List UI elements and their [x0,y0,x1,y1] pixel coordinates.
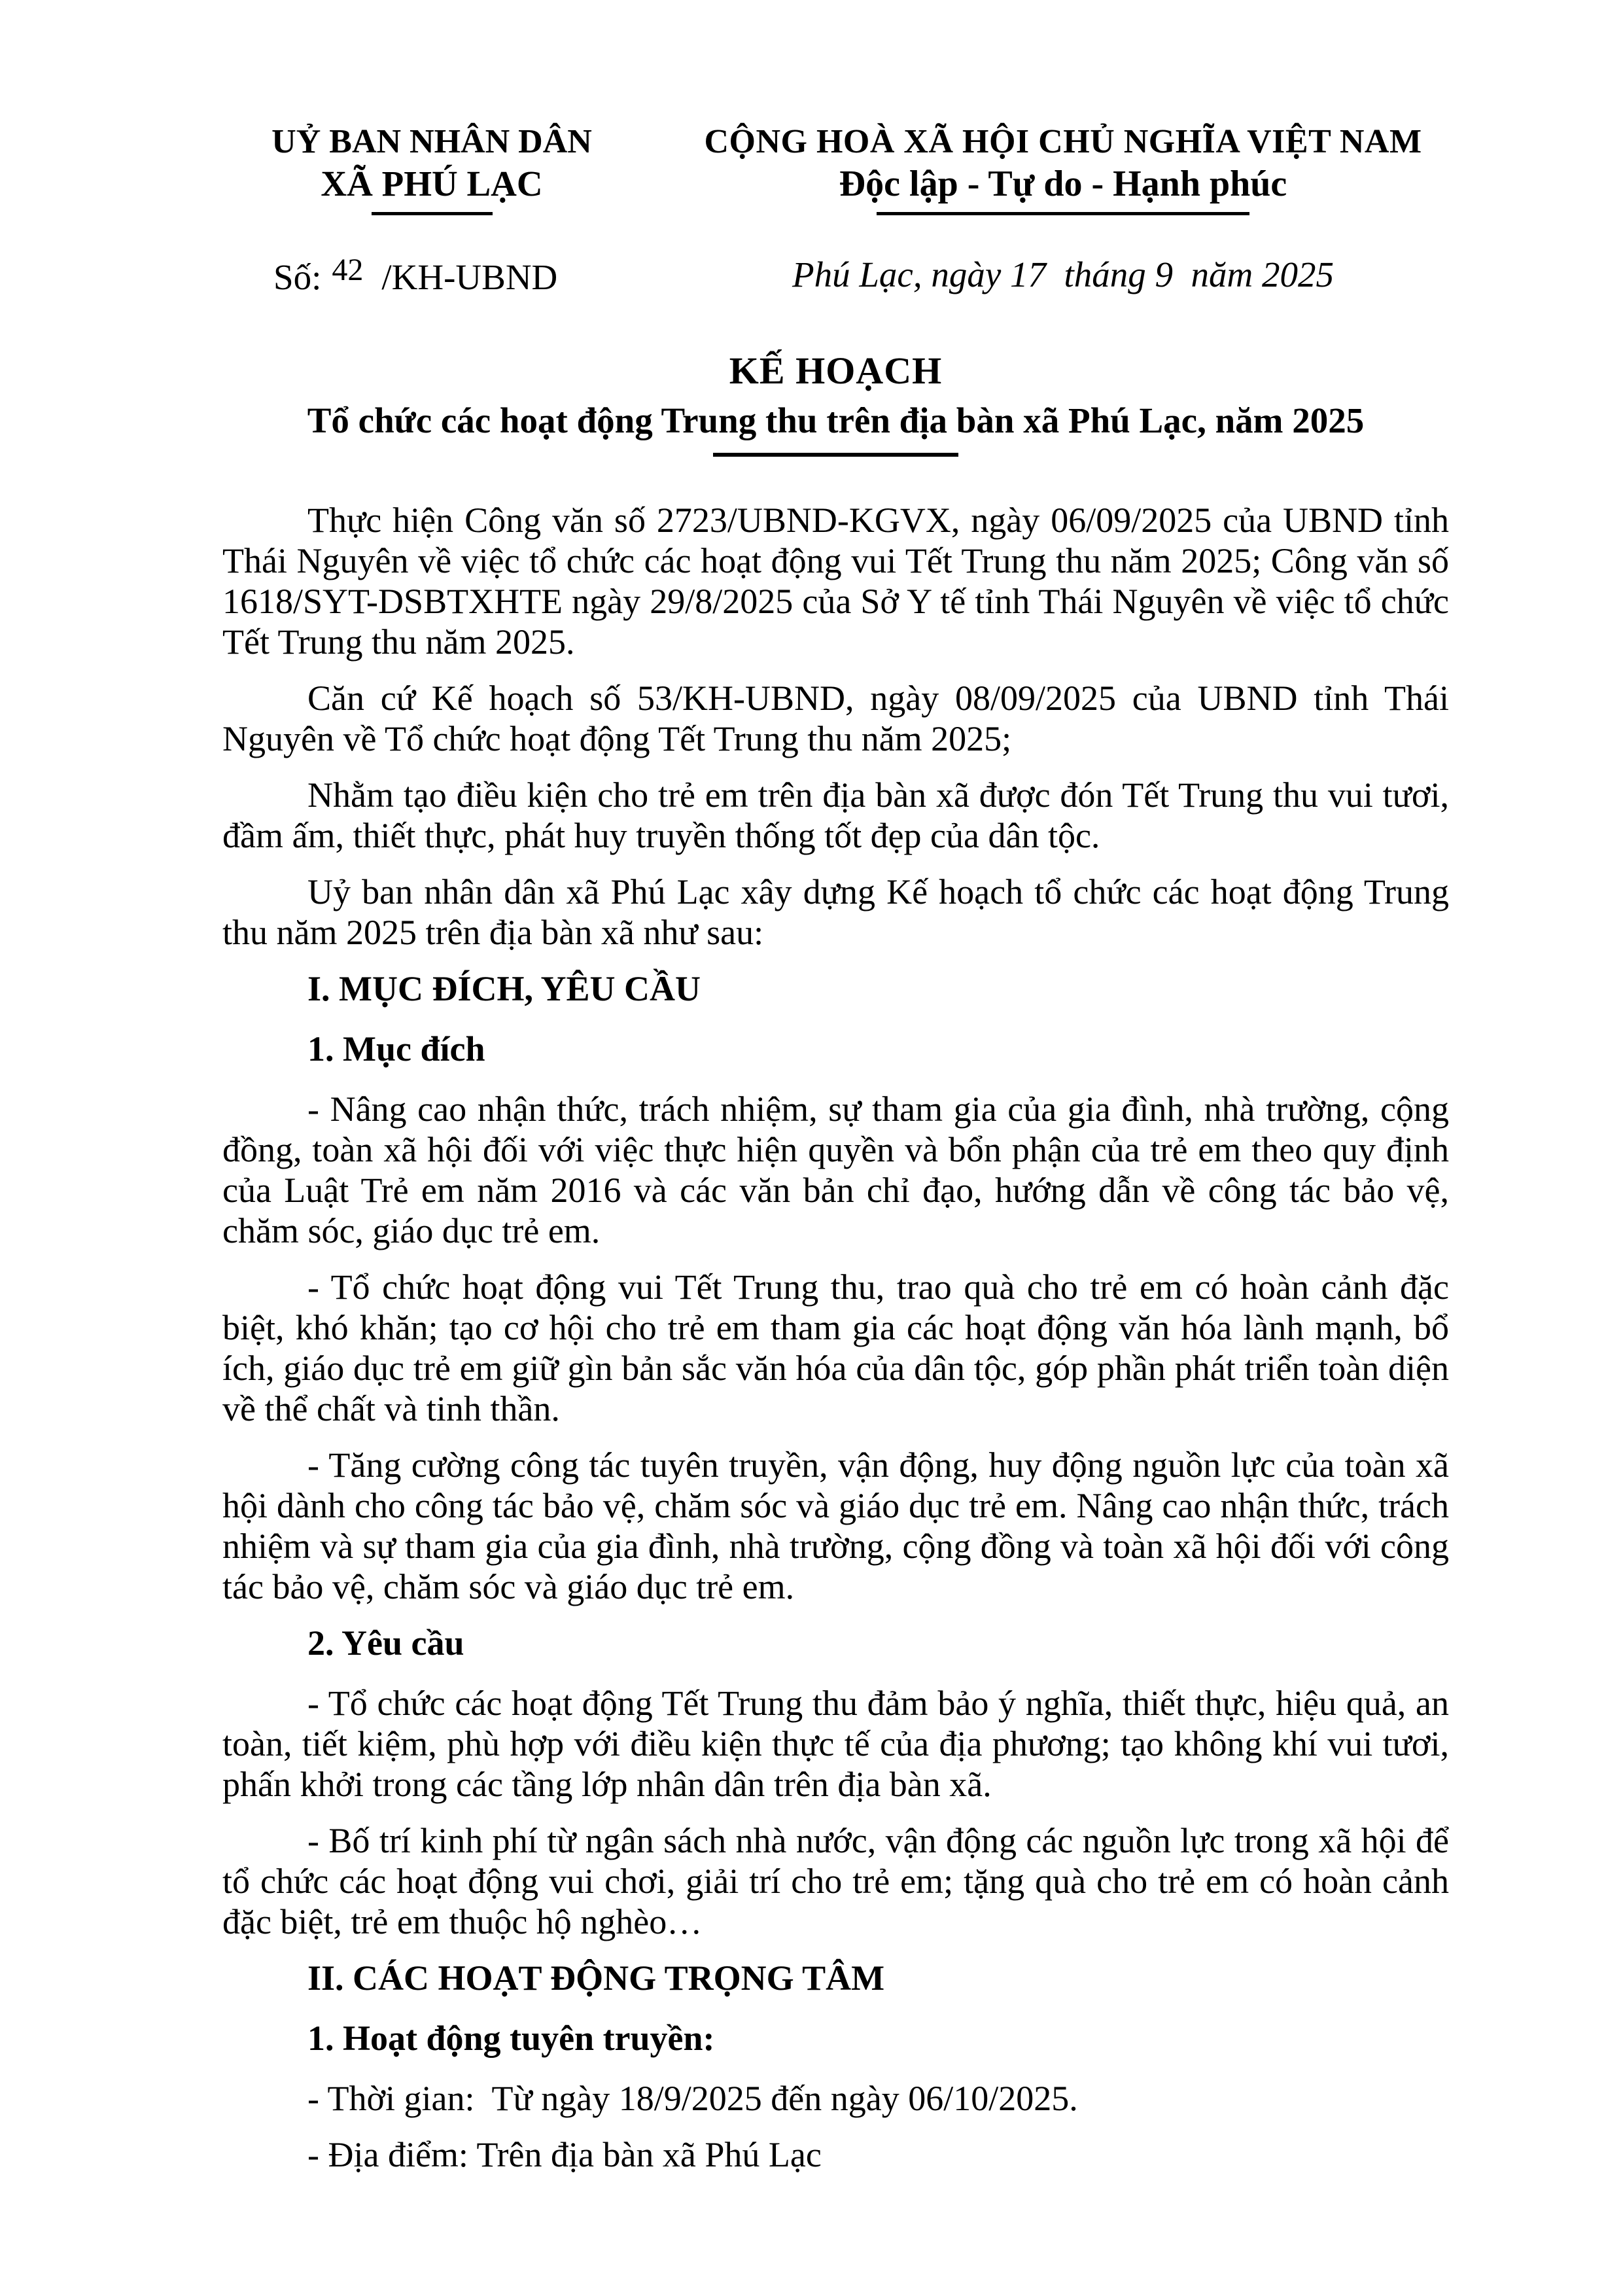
place-date-line: Phú Lạc, ngày 17 tháng 9 năm 2025 [792,255,1334,294]
section-heading: I. MỤC ĐÍCH, YÊU CẦU [307,969,701,1008]
doc-number-label: Số: [273,257,322,297]
org-name-line2: XÃ PHÚ LẠC [321,164,543,203]
paragraph: Nhằm tạo điều kiện cho trẻ em trên địa bàn xã được đón Tết Trung thu vui tươi, đầm ấm, thiết thực, phát huy truyền thống tốt đẹp của dân tộc. [222,775,1449,855]
subsection-heading: 1. Hoạt động tuyên truyền: [307,2019,715,2058]
document-type-title: KẾ HOẠCH [729,349,943,392]
national-heading-block [677,122,1449,296]
detail-line-time: - Thời gian: Từ ngày 18/9/2025 đến ngày 06/10/2025. [307,2079,1078,2118]
motto-underline-rule [877,212,1249,215]
issuing-authority-block [222,122,641,301]
document-header [222,122,1449,301]
national-motto-line1: CỘNG HOÀ XÃ HỘI CHỦ NGHĨA VIỆT NAM [704,123,1422,160]
document-title-block [222,348,1449,457]
national-motto-line2: Độc lập - Tự do - Hạnh phúc [839,164,1287,204]
paragraph: Uỷ ban nhân dân xã Phú Lạc xây dựng Kế hoạch tổ chức các hoạt động Trung thu năm 2025 trên địa bàn xã như sau: [222,872,1449,952]
bullet-paragraph: - Tổ chức hoạt động vui Tết Trung thu, trao quà cho trẻ em có hoàn cảnh đặc biệt, khó khăn; tạo cơ hội cho trẻ em tham gia các hoạt động văn hóa lành mạnh, bổ ích, giáo dục trẻ em giữ gìn bản sắc văn hóa của dân tộc, góp phần phát triển toàn diện về thể chất và tinh thần. [222,1267,1449,1428]
title-underline-rule [713,453,958,457]
paragraph: Căn cứ Kế hoạch số 53/KH-UBND, ngày 08/09/2025 của UBND tỉnh Thái Nguyên về Tổ chức hoạt động Tết Trung thu năm 2025; [222,679,1449,758]
org-underline-rule [372,212,493,215]
doc-number-value: 42 [332,253,364,287]
section-heading: II. CÁC HOẠT ĐỘNG TRỌNG TÂM [307,1958,885,1998]
subsection-heading: 2. Yêu cầu [307,1623,464,1663]
subsection-heading: 1. Mục đích [307,1029,485,1069]
bullet-paragraph: - Bố trí kinh phí từ ngân sách nhà nước, vận động các nguồn lực trong xã hội để tổ chức các hoạt động vui chơi, giải trí cho trẻ em; tặng quà cho trẻ em có hoàn cảnh đặc biệt, trẻ em thuộc hộ nghèo… [222,1821,1449,1941]
document-body [222,500,1449,2175]
bullet-paragraph: - Nâng cao nhận thức, trách nhiệm, sự tham gia của gia đình, nhà trường, cộng đồng, toàn xã hội đối với việc thực hiện quyền và bổn phận của trẻ em theo quy định của Luật Trẻ em năm 2016 và các văn bản chỉ đạo, hướng dẫn về công tác bảo vệ, chăm sóc, giáo dục trẻ em. [222,1089,1449,1250]
org-name-line1: UỶ BAN NHÂN DÂN [271,123,592,160]
bullet-paragraph: - Tăng cường công tác tuyên truyền, vận động, huy động nguồn lực của toàn xã hội dành cho công tác bảo vệ, chăm sóc và giáo dục trẻ em. Nâng cao nhận thức, trách nhiệm và sự tham gia của gia đình, nhà trường, cộng đồng và toàn xã hội đối với công tác bảo vệ, chăm sóc và giáo dục trẻ em. [222,1445,1449,1606]
bullet-paragraph: - Tổ chức các hoạt động Tết Trung thu đảm bảo ý nghĩa, thiết thực, hiệu quả, an toàn, tiết kiệm, phù hợp với điều kiện thực tế của địa phương; tạo không khí vui tươi, phấn khởi trong các tầng lớp nhân dân trên địa bàn xã. [222,1684,1449,1804]
paragraph: Thực hiện Công văn số 2723/UBND-KGVX, ngày 06/09/2025 của UBND tỉnh Thái Nguyên về việc tổ chức các hoạt động vui Tết Trung thu năm 2025; Công văn số 1618/SYT-DSBTXHTE ngày 29/8/2025 của Sở Y tế tỉnh Thái Nguyên về việc tổ chức Tết Trung thu năm 2025. [222,501,1449,662]
doc-number-line [222,253,641,301]
detail-line-place: - Địa điểm: Trên địa bàn xã Phú Lạc [307,2135,822,2174]
doc-number-suffix: /KH-UBND [381,257,558,297]
document-subject-title: Tổ chức các hoạt động Trung thu trên địa bàn xã Phú Lạc, năm 2025 [307,400,1365,440]
